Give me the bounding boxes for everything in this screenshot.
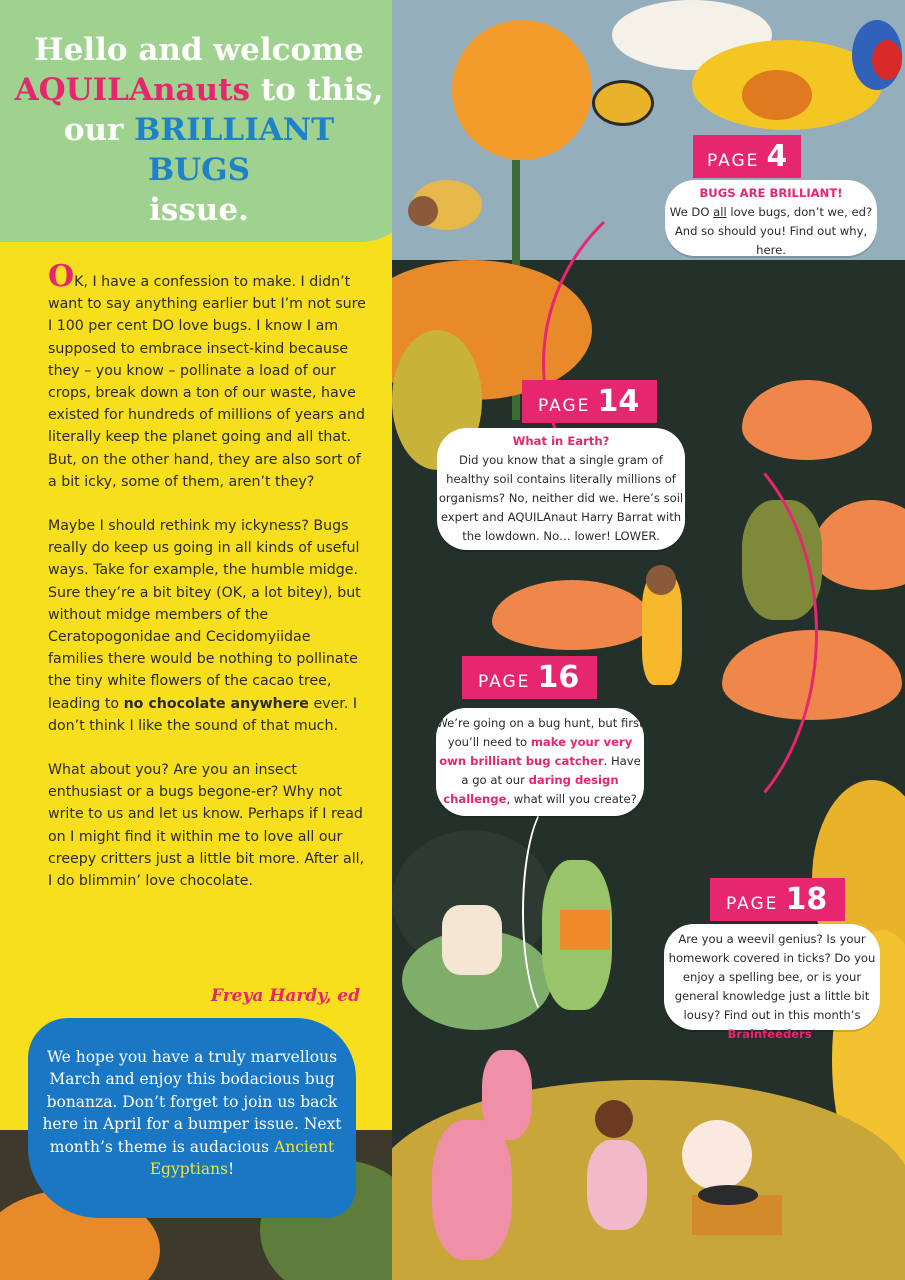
lily-flower-illustration [682, 1120, 752, 1190]
earthworm-head-illustration [482, 1050, 532, 1140]
paragraph-1-text: K, I have a confession to make. I didn’t want to say anything earlier but I’m not sure I 100 per cent DO love bugs. I know I am supposed to embrace insect-kind because they – you know – pollinate a load of our crops, break down a ton of our waste, have existed for hundreds of millions of years and literally keep the planet going and all that. But, on the other hand, they are also sort of a bit icky, some of them, aren’t they? [48, 274, 366, 490]
page-number: 14 [597, 384, 640, 419]
dancing-girl-illustration [587, 1140, 647, 1230]
editorial-paragraph-1 [48, 259, 366, 493]
no-chocolate-bold: no chocolate anywhere [123, 695, 309, 712]
welcome-line-2-rest: to this, [249, 72, 384, 108]
page-word: PAGE [707, 151, 760, 171]
paragraph-2-start: Maybe I should rethink my ickyness? Bugs really do keep us going in all kinds of useful ways. Take for example, the humble midge. Sure they’re a bit bitey (OK, a lot bitey), but without midge members of the Ceratopogonidae and Cecidomyiidae families there would be nothing to pollinate the tiny white flowers of the cacao tree, leading to [48, 518, 361, 712]
child-reading-illustration [442, 905, 502, 975]
page-4-title: BUGS ARE BRILLIANT! [699, 186, 843, 200]
bug-catcher-highlight: make your very own brilliant bug catcher [439, 735, 633, 768]
welcome-line-3 [14, 110, 384, 190]
editorial-paragraph-2 [48, 515, 366, 737]
earthworm-illustration [432, 1120, 512, 1260]
page-16-tag [462, 656, 597, 699]
page-16-text-end: , what will you create? [506, 792, 637, 806]
brilliant-bugs-highlight: BRILLIANT BUGS [134, 112, 335, 188]
page-number: 18 [785, 882, 828, 917]
page-number: 4 [766, 139, 788, 174]
bee-illustration [592, 80, 654, 126]
page-16-text-start: We’re going on a bug hunt, but first you’ll need to [436, 716, 644, 749]
page-18-text-end: ! [811, 1027, 817, 1041]
page-16-text-mid: . Have a go at our [461, 754, 641, 787]
page-4-text-end: love bugs, don’t we, ed? And so should you! Find out why, here. [674, 205, 873, 257]
welcome-line-3-start: our [63, 112, 135, 148]
page-word: PAGE [478, 672, 531, 692]
paragraph-3-text: What about you? Are you an insect enthusiast or a bugs begone-er? Why not write to us and let us know. Perhaps if I read on I might find it within me to love all our creepy critters just a little bit more. After all, I do blimmin’ love chocolate. [48, 762, 365, 890]
vinyl-record-illustration [698, 1185, 758, 1205]
ancient-egyptians-highlight: Ancient Egyptians [149, 1137, 335, 1179]
page-18-text: Are you a weevil genius? Is your homework covered in ticks? Do you enjoy a spelling bee, or is your general knowledge just a little bit lousy? Find out in this month’s [668, 932, 876, 1022]
page-number: 16 [537, 660, 580, 695]
dandelion-flower-illustration [452, 20, 592, 160]
aquilanauts-highlight: AQUILAnauts [14, 72, 250, 108]
page-4-card [665, 180, 877, 256]
welcome-heading [14, 30, 384, 230]
design-challenge-highlight: daring design challenge [443, 773, 619, 806]
page-4-tag [693, 135, 801, 178]
welcome-line-1: Hello and welcome [34, 32, 364, 68]
page-14-tag [522, 380, 657, 423]
orange-flower-center-illustration [742, 70, 812, 120]
welcome-line-4: issue. [149, 192, 249, 228]
editor-signature: Freya Hardy, ed [210, 986, 360, 1006]
closing-message-panel [28, 1018, 356, 1218]
dancing-girl-head-illustration [595, 1100, 633, 1138]
red-flower-illustration [872, 40, 902, 80]
page-word: PAGE [538, 396, 591, 416]
page-16-card [436, 708, 644, 816]
page-word: PAGE [726, 894, 779, 914]
brainfeeders-highlight: Brainfeeders [727, 1027, 812, 1041]
page-14-title: What in Earth? [512, 434, 610, 448]
child-head-illustration [408, 196, 438, 226]
paragraph-2-end: ever. I don’t think I like the sound of that much. [48, 695, 358, 734]
page-14-card [437, 428, 685, 550]
page-14-text: Did you know that a single gram of healthy soil contains literally millions of organisms? No, neither did we. Here’s soil expert and AQUILAnaut Harry Barrat with the lowdown. No… lower! LOWER. [438, 453, 684, 543]
closing-text: We hope you have a truly marvellous March and enjoy this bodacious bug bonanza. Don’t forget to join us back here in April for a bumper issue. Next month’s theme is audacious [42, 1048, 342, 1156]
closing-end: ! [228, 1160, 235, 1179]
editorial-paragraph-3 [48, 759, 366, 892]
page-18-card [664, 924, 880, 1041]
page-18-tag [710, 878, 845, 921]
page-4-underline: all [713, 205, 727, 219]
welcome-panel [0, 0, 420, 242]
closing-message [28, 1046, 356, 1180]
thread-line-3 [522, 800, 586, 1024]
drop-cap: O [48, 259, 75, 294]
welcome-line-2 [14, 70, 384, 110]
editorial-body [48, 259, 366, 914]
page-4-text-start: We DO [669, 205, 714, 219]
